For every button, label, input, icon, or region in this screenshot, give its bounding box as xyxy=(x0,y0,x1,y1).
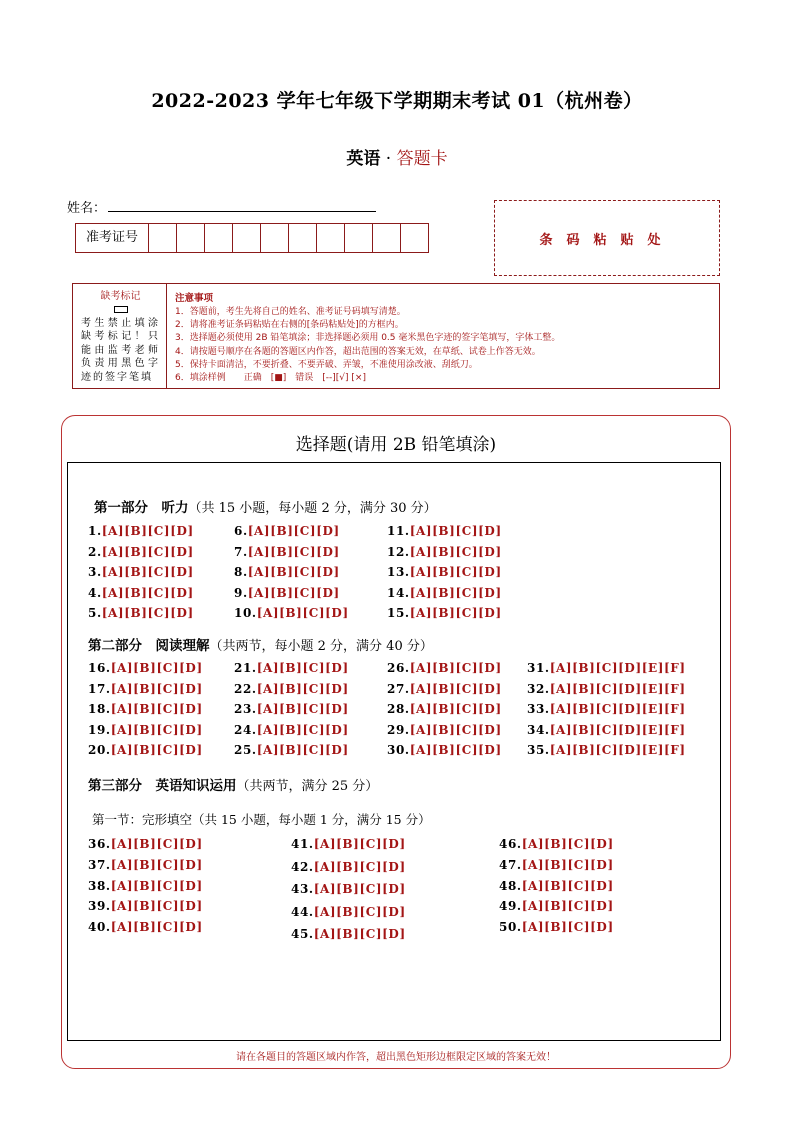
section-points: （共两节，每小题 2 分，满分 40 分） xyxy=(209,639,433,654)
question-row[interactable] xyxy=(88,879,203,893)
answer-options[interactable]: [A][B][C][D] xyxy=(521,837,614,851)
question-number: 5. xyxy=(88,606,102,620)
answer-options[interactable]: [A][B][C][D] xyxy=(409,565,502,579)
question-row[interactable] xyxy=(234,682,349,696)
question-number: 2. xyxy=(88,544,102,559)
answer-options[interactable]: [A][B][C][D] xyxy=(101,565,194,579)
instruction-line: 6．填涂样例 正确 [■] 错误 [--][√] [×] xyxy=(175,373,366,384)
ticket-digit-cell[interactable] xyxy=(261,224,289,252)
question-number: 3. xyxy=(88,565,102,579)
question-row[interactable] xyxy=(387,565,502,579)
answer-options[interactable]: [A][B][C][D] xyxy=(409,681,502,696)
instructions-title: 注意事项 xyxy=(175,293,214,304)
instruction-line: 4．请按题号顺序在各题的答题区内作答，超出范围的答案无效，在草纸、试卷上作答无效。 xyxy=(175,346,541,357)
answer-options[interactable]: [A][B][C][D] xyxy=(521,920,614,935)
ticket-number-box xyxy=(75,223,429,253)
question-row[interactable] xyxy=(88,524,194,538)
answer-options[interactable]: [A][B][C][D] xyxy=(521,899,614,914)
answer-options[interactable]: [A][B][C][D][E][F] xyxy=(549,681,686,696)
answer-options[interactable]: [A][B][C][D] xyxy=(101,544,194,559)
question-number: 1. xyxy=(88,524,102,538)
question-row[interactable] xyxy=(234,524,340,538)
instructions-box xyxy=(167,284,719,388)
question-number: 23. xyxy=(234,702,257,716)
question-row[interactable] xyxy=(88,545,194,559)
question-row[interactable] xyxy=(527,661,686,675)
section-head: 第三部分 英语知识运用 xyxy=(88,778,237,794)
section-points: （共两节，满分 25 分） xyxy=(236,779,379,794)
answer-options[interactable]: [A][B][C][D] xyxy=(110,702,203,716)
question-number: 42. xyxy=(291,859,314,874)
question-row[interactable] xyxy=(234,545,340,559)
question-row[interactable] xyxy=(234,606,349,620)
section-title-reading xyxy=(88,634,433,654)
question-number: 9. xyxy=(234,585,248,600)
question-number: 47. xyxy=(499,857,522,872)
answer-options[interactable]: [A][B][C][D] xyxy=(313,837,406,851)
answer-options[interactable]: [A][B][C][D] xyxy=(313,904,406,919)
question-number: 8. xyxy=(234,565,248,579)
instruction-line: 1．答题前，考生先将自己的姓名、准考证号码填写清楚。 xyxy=(175,307,406,317)
question-number: 43. xyxy=(291,882,314,896)
answer-options[interactable]: [A][B][C][D] xyxy=(521,857,614,872)
answer-options[interactable]: [A][B][C][D] xyxy=(110,878,203,893)
question-number: 26. xyxy=(387,661,410,675)
question-row[interactable] xyxy=(291,882,406,896)
question-row[interactable] xyxy=(88,606,194,620)
answer-options[interactable]: [A][B][C][D] xyxy=(409,524,502,538)
name-field[interactable] xyxy=(108,211,376,212)
answer-options[interactable]: [A][B][C][D] xyxy=(247,524,340,538)
subtitle-separator: · xyxy=(385,149,392,169)
section-title-language-use xyxy=(88,774,378,794)
answer-options[interactable]: [A][B][C][D] xyxy=(256,722,349,737)
question-row[interactable] xyxy=(291,837,406,851)
instruction-line: 5．保持卡面清洁，不要折叠、不要弄破、弄皱，不准使用涂改液、刮纸刀。 xyxy=(175,359,478,370)
question-row[interactable] xyxy=(234,743,349,757)
question-number: 27. xyxy=(387,681,410,696)
answer-area-title: 选择题(请用 2B 铅笔填涂) xyxy=(295,435,497,455)
absent-mark-bubble[interactable] xyxy=(114,306,128,313)
question-row[interactable] xyxy=(527,723,686,737)
question-row[interactable] xyxy=(387,545,502,559)
question-row[interactable] xyxy=(234,661,349,675)
ticket-number-label: 准考证号 xyxy=(76,224,149,252)
answer-options[interactable]: [A][B][C][D] xyxy=(256,681,349,696)
question-number: 6. xyxy=(234,524,248,538)
question-row[interactable] xyxy=(499,920,614,934)
answer-options[interactable]: [A][B][C][D] xyxy=(110,899,203,914)
answer-options[interactable]: [A][B][C][D] xyxy=(247,585,340,600)
question-row[interactable] xyxy=(387,586,502,600)
question-row[interactable] xyxy=(387,743,502,757)
instruction-line: 2．请将准考证条码粘贴在右侧的[条码粘贴处]的方框内。 xyxy=(175,320,404,331)
question-row[interactable] xyxy=(499,879,614,893)
absent-mark-text: 考生禁止填涂缺考标记！只能由监考老师负责用黑色字迹的签字笔填 xyxy=(81,317,160,383)
answer-options[interactable]: [A][B][C][D][E][F] xyxy=(549,722,686,737)
ticket-digit-cell[interactable] xyxy=(373,224,401,252)
question-number: 39. xyxy=(88,899,111,914)
ticket-digit-cell[interactable] xyxy=(233,224,261,252)
question-number: 29. xyxy=(387,722,410,737)
ticket-digit-cell[interactable] xyxy=(289,224,317,252)
answer-options[interactable]: [A][B][C][D] xyxy=(409,585,502,600)
question-number: 35. xyxy=(527,743,550,757)
question-number: 12. xyxy=(387,544,410,559)
answer-options[interactable]: [A][B][C][D] xyxy=(110,857,203,872)
barcode-area xyxy=(494,200,720,276)
answer-options[interactable]: [A][B][C][D] xyxy=(247,565,340,579)
question-number: 33. xyxy=(527,702,550,716)
question-number: 49. xyxy=(499,899,522,914)
question-row[interactable] xyxy=(88,661,203,675)
answer-card-label: 答题卡 xyxy=(396,149,448,169)
question-number: 4. xyxy=(88,585,102,600)
question-number: 22. xyxy=(234,681,257,696)
question-number: 20. xyxy=(88,743,111,757)
question-number: 13. xyxy=(387,565,410,579)
question-row[interactable] xyxy=(88,682,203,696)
question-number: 15. xyxy=(387,606,410,620)
answer-options[interactable]: [A][B][C][D] xyxy=(110,920,203,935)
question-number: 40. xyxy=(88,920,111,935)
ticket-digit-cell[interactable] xyxy=(205,224,233,252)
section-title-listening xyxy=(94,496,437,516)
answer-options[interactable]: [A][B][C][D] xyxy=(247,544,340,559)
question-number: 34. xyxy=(527,722,550,737)
answer-options[interactable]: [A][B][C][D] xyxy=(409,606,502,620)
question-number: 38. xyxy=(88,878,111,893)
question-number: 11. xyxy=(387,524,410,538)
question-number: 46. xyxy=(499,837,522,851)
ticket-digit-cell[interactable] xyxy=(401,224,428,252)
answer-options[interactable]: [A][B][C][D] xyxy=(110,722,203,737)
question-number: 32. xyxy=(527,681,550,696)
question-row[interactable] xyxy=(88,702,203,716)
question-number: 18. xyxy=(88,702,111,716)
question-row[interactable] xyxy=(234,702,349,716)
question-number: 14. xyxy=(387,585,410,600)
question-row[interactable] xyxy=(527,682,686,696)
question-row[interactable] xyxy=(387,606,502,620)
barcode-label: 条码粘贴处 xyxy=(539,232,675,248)
absent-mark-box xyxy=(73,284,167,388)
ticket-digit-cell[interactable] xyxy=(317,224,345,252)
ticket-digit-cell[interactable] xyxy=(149,224,177,252)
question-row[interactable] xyxy=(88,837,203,851)
instruction-line: 3．选择题必须使用 2B 铅笔填涂；非选择题必须用 0.5 毫米黑色字迹的签字笔填写，字体工整。 xyxy=(175,333,561,344)
answer-options[interactable]: [A][B][C][D] xyxy=(409,743,502,757)
question-number: 36. xyxy=(88,837,111,851)
answer-options[interactable]: [A][B][C][D] xyxy=(313,882,406,896)
page-title: 2022-2023 学年七年级下学期期末考试 01（杭州卷） xyxy=(151,90,643,112)
section-head: 第二部分 阅读理解 xyxy=(88,638,210,654)
question-number: 17. xyxy=(88,681,111,696)
subsection-title-cloze: 第一节：完形填空（共 15 小题，每小题 1 分，满分 15 分） xyxy=(92,812,431,827)
question-number: 31. xyxy=(527,661,550,675)
question-row[interactable] xyxy=(88,723,203,737)
answer-options[interactable]: [A][B][C][D] xyxy=(256,743,349,757)
answer-options[interactable]: [A][B][C][D] xyxy=(521,878,614,893)
answer-options[interactable]: [A][B][C][D] xyxy=(256,702,349,716)
question-row[interactable] xyxy=(499,899,614,913)
notice-panel xyxy=(72,283,720,389)
answer-options[interactable]: [A][B][C][D][E][F] xyxy=(549,661,686,675)
answer-options[interactable]: [A][B][C][D] xyxy=(409,722,502,737)
question-number: 44. xyxy=(291,904,314,919)
answer-options[interactable]: [A][B][C][D] xyxy=(409,544,502,559)
answer-options[interactable]: [A][B][C][D] xyxy=(256,661,349,675)
question-number: 41. xyxy=(291,837,314,851)
answer-options[interactable]: [A][B][C][D][E][F] xyxy=(549,743,686,757)
answer-options[interactable]: [A][B][C][D][E][F] xyxy=(549,702,686,716)
question-row[interactable] xyxy=(387,661,502,675)
question-number: 28. xyxy=(387,702,410,716)
question-number: 21. xyxy=(234,661,257,675)
question-row[interactable] xyxy=(291,905,406,919)
answer-options[interactable]: [A][B][C][D] xyxy=(313,859,406,874)
ticket-digit-cell[interactable] xyxy=(177,224,205,252)
question-number: 30. xyxy=(387,743,410,757)
question-row[interactable] xyxy=(291,860,406,874)
answer-options[interactable]: [A][B][C][D] xyxy=(101,606,194,620)
answer-options[interactable]: [A][B][C][D] xyxy=(313,927,406,941)
question-row[interactable] xyxy=(88,743,203,757)
question-number: 16. xyxy=(88,661,111,675)
question-row[interactable] xyxy=(387,702,502,716)
question-row[interactable] xyxy=(88,899,203,913)
absent-mark-title: 缺考标记 xyxy=(100,291,141,302)
question-row[interactable] xyxy=(88,586,194,600)
question-row[interactable] xyxy=(527,743,686,757)
answer-options[interactable]: [A][B][C][D] xyxy=(110,837,203,851)
footer-warning: 请在各题目的答题区域内作答，超出黑色矩形边框限定区域的答案无效！ xyxy=(236,1052,556,1063)
answer-options[interactable]: [A][B][C][D] xyxy=(409,661,502,675)
question-number: 19. xyxy=(88,722,111,737)
answer-options[interactable]: [A][B][C][D] xyxy=(110,661,203,675)
question-number: 50. xyxy=(499,920,522,935)
question-number: 25. xyxy=(234,743,257,757)
question-row[interactable] xyxy=(234,565,340,579)
answer-options[interactable]: [A][B][C][D] xyxy=(101,585,194,600)
question-row[interactable] xyxy=(234,586,340,600)
question-row[interactable] xyxy=(387,524,502,538)
section-points: （共 15 小题，每小题 2 分，满分 30 分） xyxy=(188,501,437,516)
question-row[interactable] xyxy=(499,837,614,851)
question-number: 7. xyxy=(234,544,248,559)
question-number: 24. xyxy=(234,722,257,737)
question-number: 10. xyxy=(234,606,257,620)
question-row[interactable] xyxy=(88,858,203,872)
answer-options[interactable]: [A][B][C][D] xyxy=(256,606,349,620)
page-subtitle xyxy=(0,144,794,169)
question-row[interactable] xyxy=(387,682,502,696)
name-label: 姓名： xyxy=(67,201,107,216)
ticket-number-cells xyxy=(149,224,428,252)
ticket-digit-cell[interactable] xyxy=(345,224,373,252)
question-row[interactable] xyxy=(291,927,406,941)
section-head: 第一部分 听力 xyxy=(94,500,189,516)
question-number: 37. xyxy=(88,857,111,872)
question-row[interactable] xyxy=(387,723,502,737)
question-number: 45. xyxy=(291,927,314,941)
question-row[interactable] xyxy=(499,858,614,872)
subject-label: 英语 xyxy=(346,149,381,169)
question-row[interactable] xyxy=(234,723,349,737)
answer-options[interactable]: [A][B][C][D] xyxy=(101,524,194,538)
question-number: 48. xyxy=(499,878,522,893)
answer-options[interactable]: [A][B][C][D] xyxy=(409,702,502,716)
question-row[interactable] xyxy=(527,702,686,716)
question-row[interactable] xyxy=(88,565,194,579)
answer-options[interactable]: [A][B][C][D] xyxy=(110,743,203,757)
question-row[interactable] xyxy=(88,920,203,934)
answer-options[interactable]: [A][B][C][D] xyxy=(110,681,203,696)
